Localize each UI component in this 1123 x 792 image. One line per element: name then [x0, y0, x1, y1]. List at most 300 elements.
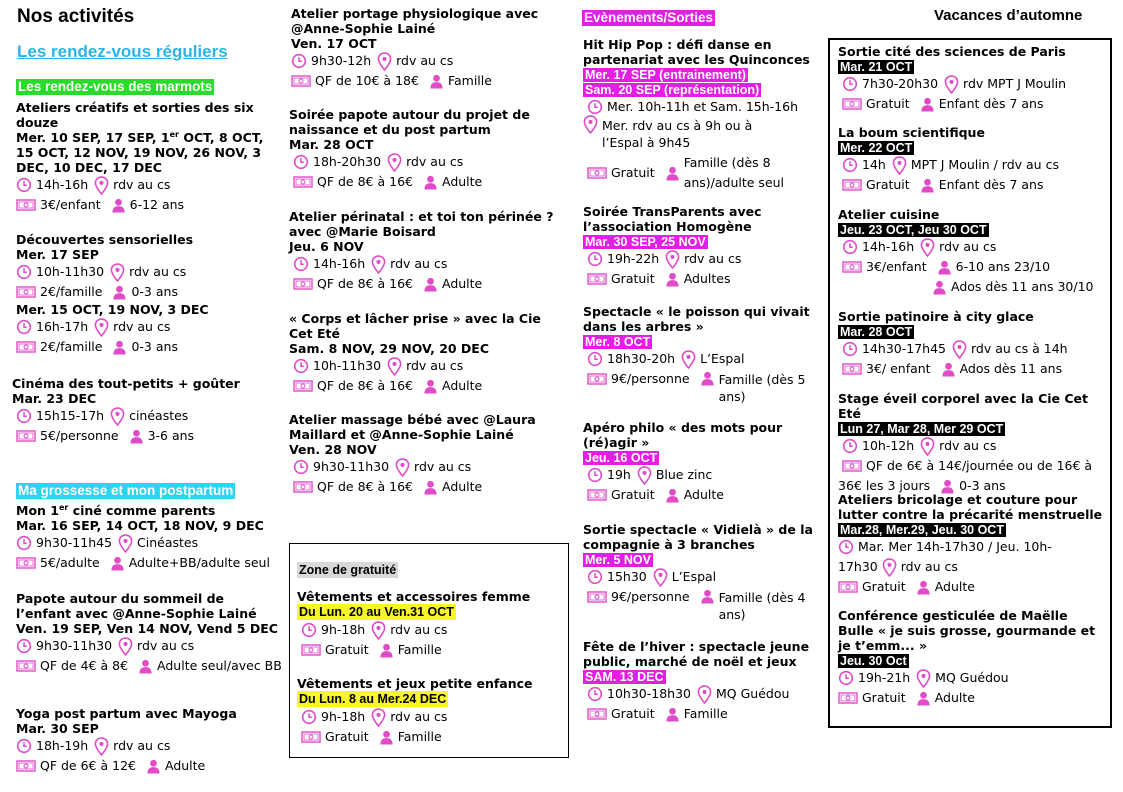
event-place: Mer. rdv au cs à 9h ou à l’Espal à 9h45 [602, 118, 753, 150]
event-price: 9€/personne [611, 589, 690, 604]
person-icon [379, 730, 394, 745]
location-pin-icon [94, 176, 109, 195]
event-dates: Sam. 8 NOV, 29 NOV, 20 DEC [289, 341, 490, 356]
event-dates: Mar. 16 SEP, 14 OCT, 18 NOV, 9 DEC [16, 518, 264, 533]
event-public: Adulte [934, 579, 975, 594]
event-vetements-femme [297, 589, 563, 660]
event-price: Gratuit [611, 487, 655, 502]
event-yoga-post-partum [16, 706, 278, 776]
money-icon [587, 372, 607, 386]
person-icon [920, 97, 935, 112]
person-icon [700, 589, 715, 604]
person-icon [941, 362, 956, 377]
event-time: Mer. 10h-11h et Sam. 15h-16h [607, 99, 799, 114]
event-public: Adulte [164, 758, 206, 773]
event-price-2: 36€ les 3 jours [838, 478, 931, 493]
time-place-row [16, 175, 278, 195]
event-public: Famille (dès 5 ans) [718, 372, 806, 404]
event-stage-eveil [838, 391, 1106, 496]
event-time: 15h15-17h [36, 408, 105, 423]
event-public: Adultes [683, 271, 731, 286]
person-icon [665, 707, 680, 722]
event-public: 0-3 ans [959, 478, 1006, 493]
price-public-row [583, 587, 813, 623]
location-pin-icon [952, 340, 967, 359]
event-cite-sciences [838, 44, 1106, 114]
place-row [838, 557, 1106, 577]
clock-icon [301, 622, 317, 638]
clock-icon [293, 256, 309, 272]
event-public: Famille [683, 706, 728, 721]
evenements-header-wrap [582, 7, 715, 26]
event-dates: Mar. 30 SEP, 25 NOV [585, 235, 706, 249]
event-place: rdv au cs [113, 319, 171, 334]
time-place-row [16, 262, 278, 282]
time-place-row [297, 620, 563, 640]
event-price: QF de 6€ à 12€ [40, 758, 136, 773]
person-icon [379, 643, 394, 658]
event-title: Fête de l’hiver : spectacle jeune public, marché de noël et jeux [583, 639, 810, 669]
price-public-row [289, 172, 557, 192]
price-public-row [838, 577, 1106, 597]
clock-icon [587, 351, 603, 367]
location-pin-icon [920, 437, 935, 456]
event-title: Sortie cité des sciences de Paris [838, 44, 1066, 59]
money-icon [842, 362, 862, 376]
event-time: 10h-11h30 [36, 264, 105, 279]
location-pin-icon [681, 350, 696, 369]
time-place-row [838, 74, 1106, 94]
event-dates: Du Lun. 20 au Ven.31 OCT [299, 605, 454, 619]
event-public: Adulte [683, 487, 724, 502]
money-icon [16, 198, 36, 212]
clock-icon [291, 53, 307, 69]
event-place: rdv au cs [406, 358, 464, 373]
event-dates: Ven. 28 NOV [289, 442, 377, 457]
event-place: rdv au cs [113, 177, 171, 192]
event-public: Famille [397, 642, 442, 657]
event-time: Mar. Mer 14h-17h30 / Jeu. 10h- [858, 539, 1052, 554]
event-dates: Lun 27, Mar 28, Mer 29 OCT [840, 422, 1004, 436]
time-place-row [289, 152, 557, 172]
clock-icon [293, 154, 309, 170]
place-row [583, 117, 813, 150]
event-time: 19h-21h [858, 670, 911, 685]
price-public-row [289, 376, 557, 396]
event-papote-sommeil [16, 591, 282, 676]
money-icon [16, 285, 36, 299]
event-cinema-tout-petits [12, 376, 274, 446]
location-pin-icon [94, 737, 109, 756]
event-dates-wrap [838, 421, 1106, 436]
event-spectacle-poisson [583, 304, 813, 405]
event-atelier-cuisine [838, 207, 1106, 297]
event-place: Cinéastes [137, 535, 199, 550]
price-public-row [12, 426, 274, 446]
event-place: rdv au cs [396, 53, 454, 68]
event-place: MPT J Moulin / rdv au cs [910, 157, 1059, 172]
event-title: La boum scientifique [838, 125, 985, 140]
money-icon [587, 707, 607, 721]
event-time: 14h-16h [313, 256, 366, 271]
event-title: Ateliers créatifs et sorties des six douze [16, 100, 254, 130]
price-public-row [16, 282, 278, 302]
event-public: 6-10 ans 23/10 [955, 259, 1051, 274]
event-place: MQ Guédou [935, 670, 1009, 685]
event-price: QF de 4€ à 8€ [40, 658, 129, 673]
event-soiree-transparents [583, 204, 813, 289]
event-title: Découvertes sensorielles [16, 232, 194, 247]
event-title: Sortie spectacle « Vidielà » de la compagnie à 3 branches [583, 522, 813, 552]
price-public-row [583, 704, 813, 724]
event-public: Enfant dès 7 ans [938, 177, 1044, 192]
event-public: Enfant dès 7 ans [938, 96, 1044, 111]
event-dates: Mar. 21 OCT [840, 60, 913, 74]
clock-icon [842, 239, 858, 255]
event-public: 0-3 ans [131, 284, 178, 299]
time-place-row [838, 339, 1106, 359]
price-public-row [16, 553, 278, 573]
location-pin-icon [110, 263, 125, 282]
location-pin-icon [892, 156, 907, 175]
event-price: QF de 8€ à 16€ [317, 174, 413, 189]
event-public: 6-12 ans [129, 197, 185, 212]
event-dates-wrap-2 [583, 82, 813, 97]
price-public-row [838, 257, 1106, 277]
price-public-row [838, 175, 1106, 195]
money-icon [838, 691, 858, 705]
money-icon [842, 178, 862, 192]
time-place-row [838, 436, 1106, 456]
price-public-row [583, 485, 813, 505]
event-price: Gratuit [866, 177, 910, 192]
clock-icon [16, 319, 32, 335]
event-place: rdv au cs [390, 709, 448, 724]
event-place: rdv MPT J Moulin [963, 76, 1067, 91]
event-dates: Ven. 19 SEP, Ven 14 NOV, Vend 5 DEC [16, 621, 278, 636]
event-dates-2: Mer. 15 OCT, 19 NOV, 3 DEC [16, 302, 209, 317]
event-corps-lacher-prise [289, 311, 557, 396]
event-dates-wrap [838, 324, 1106, 339]
event-time: 19h [607, 467, 631, 482]
money-icon [16, 556, 36, 570]
time-place-row [16, 636, 278, 656]
event-dates: Mer. 17 SEP (entrainement) [585, 68, 746, 82]
event-title: Ateliers bricolage et couture pour lutter contre la précarité menstruelle [838, 492, 1103, 522]
event-premier-cine [16, 503, 278, 573]
event-dates: Mer. 22 OCT [840, 141, 913, 155]
clock-icon [842, 341, 858, 357]
event-ateliers-creatifs [16, 100, 278, 215]
time-place-row [289, 356, 557, 376]
section-label-grossesse: Ma grossesse et mon postpartum [18, 483, 234, 498]
zone-gratuite-title: Zone de gratuité [299, 563, 397, 577]
event-time: 9h-18h [321, 622, 366, 637]
price-public-row [16, 656, 282, 676]
event-price: Gratuit [325, 729, 369, 744]
money-icon [587, 166, 607, 180]
event-price: Gratuit [611, 271, 655, 286]
time-place-row [838, 668, 1106, 688]
time-place-row [291, 51, 559, 71]
event-public: Adulte [441, 378, 483, 393]
event-time: 9h30-11h30 [36, 638, 113, 653]
event-price: Gratuit [866, 96, 910, 111]
event-title: Atelier cuisine [838, 207, 940, 222]
event-title: Spectacle « le poisson qui vivait dans les arbres » [583, 304, 810, 334]
location-pin-icon [377, 52, 392, 71]
price-public-row [297, 640, 563, 660]
time-place-row [297, 707, 563, 727]
money-icon [301, 643, 321, 657]
clock-icon [587, 569, 603, 585]
event-massage-bebe [289, 412, 557, 497]
person-icon [665, 272, 680, 287]
clock-icon [16, 264, 32, 280]
location-pin-icon [94, 318, 109, 337]
price-public-row [289, 477, 557, 497]
event-time: 9h30-12h [311, 53, 372, 68]
clock-icon [16, 535, 32, 551]
event-public: Adulte [441, 174, 483, 189]
event-title: Atelier portage physiologique avec @Anne-Sophie Lainé [291, 6, 539, 36]
location-pin-icon [944, 75, 959, 94]
event-price: QF de 8€ à 16€ [317, 378, 413, 393]
money-icon [587, 272, 607, 286]
time-place-row [289, 457, 557, 477]
event-title: Vêtements et jeux petite enfance [297, 676, 533, 691]
event-price: QF de 6€ à 14€/journée ou de 16€ à [866, 458, 1093, 473]
person-icon [916, 580, 931, 595]
regular-section-title: Les rendez-vous réguliers [17, 42, 228, 61]
event-dates: Jeu. 30 Oct [840, 654, 907, 668]
event-public: Adulte seul/avec BB [157, 658, 282, 673]
location-pin-icon [387, 153, 402, 172]
event-dates-wrap [297, 691, 563, 707]
event-vetements-enfance [297, 676, 563, 747]
location-pin-icon [118, 637, 133, 656]
location-pin-icon [387, 357, 402, 376]
event-dates: Mer. 8 OCT [585, 335, 651, 349]
person-icon [112, 340, 127, 355]
price-public-row [289, 274, 557, 294]
location-pin-icon [916, 669, 931, 688]
event-price: 3€/ enfant [866, 361, 931, 376]
event-price: 3€/enfant [40, 197, 101, 212]
event-title: Sortie patinoire à city glace [838, 309, 1034, 324]
event-dates-wrap [583, 552, 813, 567]
event-price: QF de 8€ à 16€ [317, 479, 413, 494]
event-place: L’Espal [671, 569, 717, 584]
clock-icon [16, 408, 32, 424]
time-place-row [583, 349, 813, 369]
event-place: rdv au cs [113, 738, 171, 753]
person-icon [423, 379, 438, 394]
page-title: Nos activités [17, 6, 135, 27]
event-time: 18h30-20h [607, 351, 676, 366]
price-public-row [583, 369, 813, 405]
event-vidiela [583, 522, 813, 623]
location-pin-icon [395, 458, 410, 477]
location-pin-icon [665, 250, 680, 269]
event-place: rdv au cs [390, 622, 448, 637]
location-pin-icon [882, 558, 897, 577]
person-icon [423, 480, 438, 495]
event-public-2: Ados dès 11 ans 30/10 [951, 279, 1094, 294]
event-time: 16h-17h [36, 319, 89, 334]
event-dates: Mar. 23 DEC [12, 391, 97, 406]
event-dates: Mer. 10 SEP, 17 SEP, 1er OCT, 8 OCT, 15 OCT, 12 NOV, 19 NOV, 26 NOV, 3 DEC, 10 DEC, 17 DEC [16, 129, 264, 175]
event-price: 2€/famille [40, 339, 103, 354]
clock-icon [838, 539, 854, 555]
person-icon [665, 488, 680, 503]
zone-gratuite-title-wrap [297, 559, 398, 578]
person-icon [423, 175, 438, 190]
clock-icon [838, 670, 854, 686]
event-dates-wrap [583, 669, 813, 684]
event-public: Adulte [441, 276, 483, 291]
event-price: QF de 10€ à 18€ [315, 73, 419, 88]
event-dates-wrap [838, 653, 1106, 668]
event-decouvertes-sensorielles [16, 232, 278, 357]
time-place-row [12, 406, 274, 426]
clock-icon [293, 459, 309, 475]
event-dates: Mar. 28 OCT [840, 325, 913, 339]
money-icon [16, 659, 36, 673]
time-place-row [583, 567, 813, 587]
event-dates: Ven. 17 OCT [291, 36, 377, 51]
person-icon [937, 260, 952, 275]
event-title: Conférence gesticulée de Maëlle Bulle « je suis grosse, gourmande et je t’emm... » [838, 608, 1096, 653]
money-icon [16, 429, 36, 443]
event-place: rdv au cs [939, 239, 997, 254]
event-title: Soirée TransParents avec l’association Homogène [583, 204, 762, 234]
clock-icon [293, 358, 309, 374]
money-icon [293, 277, 313, 291]
event-time: 14h-16h [36, 177, 89, 192]
event-place: rdv au cs [390, 256, 448, 271]
event-title: Soirée papote autour du projet de naissance et du post partum [289, 107, 530, 137]
event-bricolage-couture [838, 492, 1106, 597]
price-public-row [838, 94, 1106, 114]
event-conference-gesticulee [838, 608, 1106, 708]
event-dates: SAM. 13 DEC [585, 670, 664, 684]
money-icon [587, 590, 607, 604]
event-title: Stage éveil corporel avec la Cie Cet Eté [838, 391, 1088, 421]
event-public: Ados dès 11 ans [959, 361, 1063, 376]
clock-icon [842, 157, 858, 173]
event-dates-wrap [838, 59, 1106, 74]
money-icon [291, 74, 311, 88]
price-public-row [583, 269, 813, 289]
event-time: 10h-11h30 [313, 358, 382, 373]
person-icon [665, 166, 680, 181]
section-grossesse [16, 480, 235, 499]
time-place-row [16, 533, 278, 553]
person-icon [700, 371, 715, 386]
time-place-row [838, 155, 1106, 175]
event-time: 14h [862, 157, 886, 172]
clock-icon [16, 177, 32, 193]
person-icon [916, 691, 931, 706]
time-place-row [289, 254, 557, 274]
event-title: Yoga post partum avec Mayoga [16, 706, 237, 721]
event-price: Gratuit [611, 165, 655, 180]
event-price: QF de 8€ à 16€ [317, 276, 413, 291]
event-place: rdv au cs [900, 559, 958, 574]
event-title: Vêtements et accessoires femme [297, 589, 531, 604]
event-dates: Jeu. 23 OCT, Jeu 30 OCT [840, 223, 987, 237]
event-dates-wrap [583, 67, 813, 82]
event-time: 7h30-20h30 [862, 76, 939, 91]
clock-icon [587, 99, 603, 115]
event-dates: Du Lun. 8 au Mer.24 DEC [299, 692, 447, 706]
person-icon [111, 198, 126, 213]
price-public-row [583, 153, 813, 193]
price-public-row [291, 71, 559, 91]
event-public: Famille [447, 73, 492, 88]
location-pin-icon [653, 568, 668, 587]
price-public-row [838, 688, 1106, 708]
clock-icon [587, 251, 603, 267]
event-dates: Mer. 5 NOV [585, 553, 651, 567]
event-dates-2: Sam. 20 SEP (représentation) [585, 83, 760, 97]
clock-icon [587, 686, 603, 702]
time-place-row [583, 684, 813, 704]
event-time: 15h30 [607, 569, 647, 584]
event-title: Atelier périnatal : et toi ton périnée ? avec @Marie Boisard [289, 209, 554, 239]
event-time: 10h-12h [862, 438, 915, 453]
money-icon [293, 379, 313, 393]
event-place: Blue zinc [655, 467, 713, 482]
person-icon [129, 429, 144, 444]
event-dates-wrap [583, 234, 813, 249]
time-place-row-2 [16, 317, 278, 337]
event-price: 5€/personne [40, 428, 119, 443]
event-title: « Corps et lâcher prise » avec la Cie Cet Eté [289, 311, 541, 341]
event-time: 10h30-18h30 [607, 686, 691, 701]
event-time: 19h-22h [607, 251, 660, 266]
section-marmots [16, 76, 214, 95]
time-place-row [16, 736, 278, 756]
money-icon [16, 759, 36, 773]
money-icon [16, 340, 36, 354]
event-fete-hiver [583, 639, 813, 724]
time-row [583, 97, 813, 117]
event-time: 9h-18h [321, 709, 366, 724]
event-place: rdv au cs [939, 438, 997, 453]
event-dates: Jeu. 16 OCT [585, 451, 658, 465]
event-title: Cinéma des tout-petits + goûter [12, 376, 240, 391]
public-row-2 [838, 277, 1106, 297]
person-icon [920, 178, 935, 193]
money-icon [842, 260, 862, 274]
event-price: 2€/famille [40, 284, 103, 299]
person-icon [932, 280, 947, 295]
event-public: Famille (dès 4 ans) [718, 590, 806, 622]
money-icon [293, 480, 313, 494]
event-time: 14h-16h [862, 239, 915, 254]
money-icon [842, 97, 862, 111]
event-public: 3-6 ans [147, 428, 195, 443]
location-pin-icon [637, 466, 652, 485]
event-price: Gratuit [611, 706, 655, 721]
event-patinoire [838, 309, 1106, 379]
event-place: rdv au cs à 14h [970, 341, 1068, 356]
event-price: 5€/adulte [40, 555, 100, 570]
person-icon [429, 74, 444, 89]
event-public: Adulte+BB/adulte seul [128, 555, 270, 570]
